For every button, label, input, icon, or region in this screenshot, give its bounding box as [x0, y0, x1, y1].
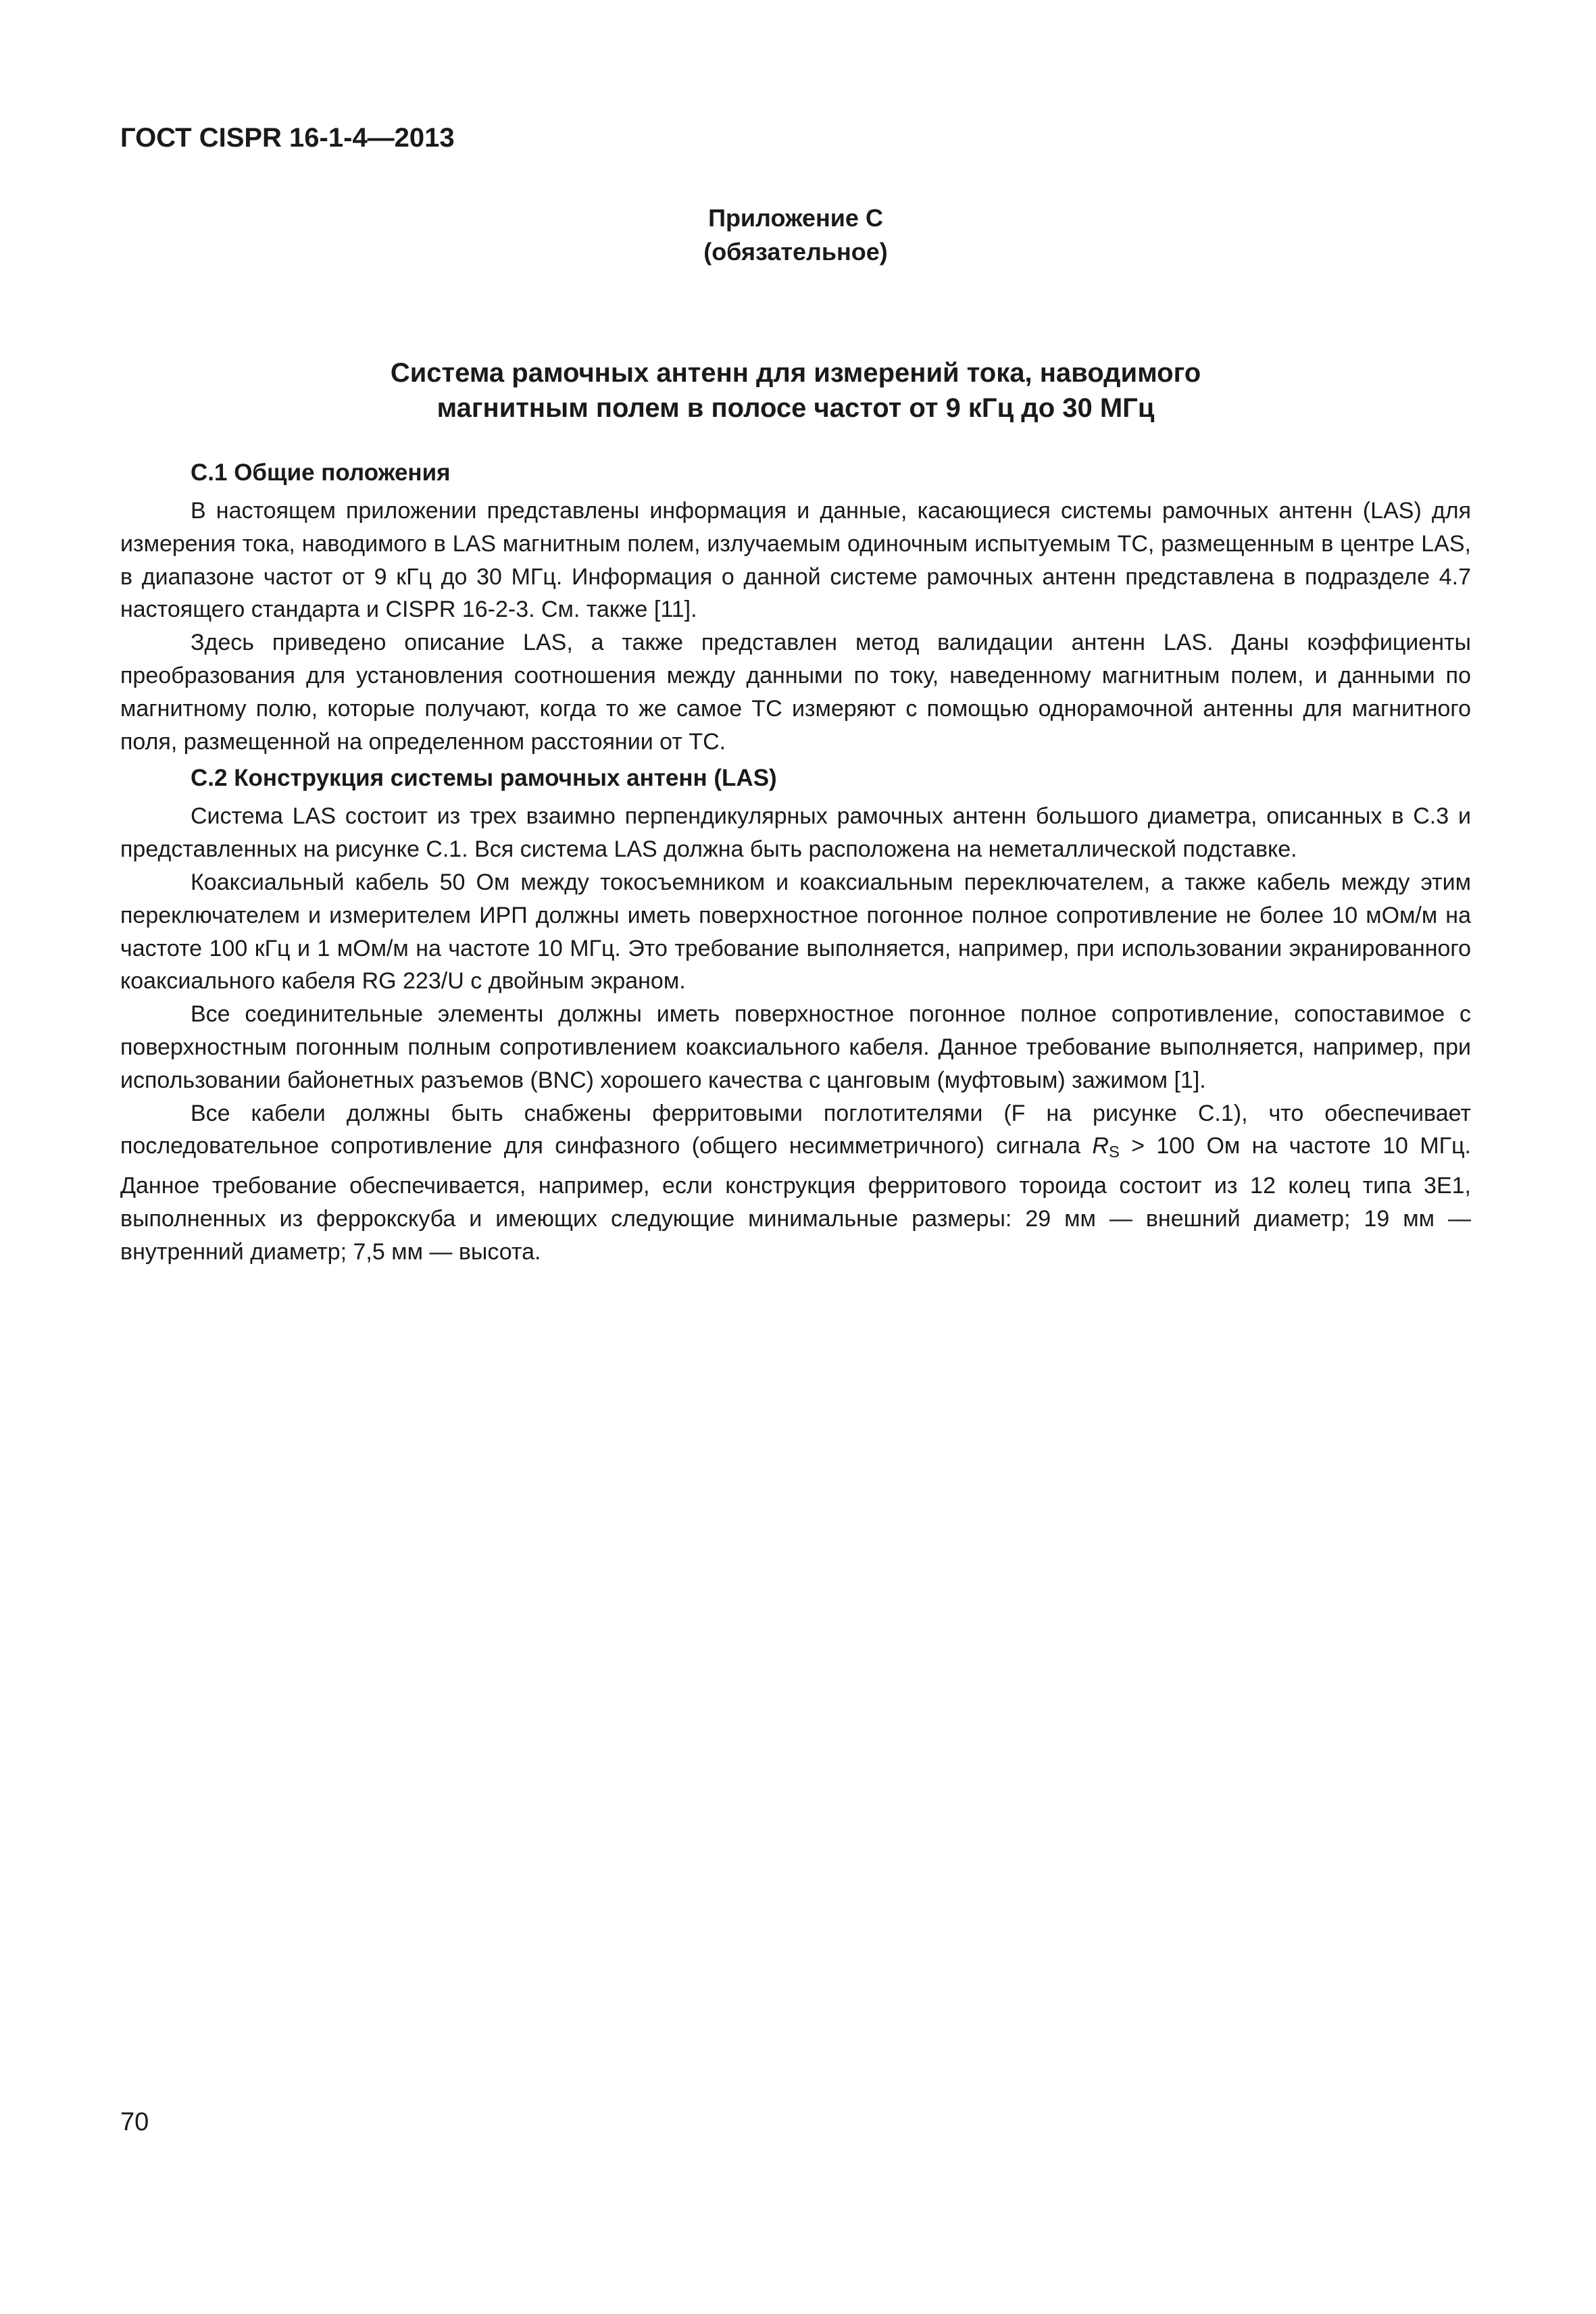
text-run: Все кабели должны быть снабжены ферритовыми поглотителями (F на рисунке С.1), что обеспечивает последовательное сопротивление для синфазного (общего несимметричного) сигнала: [120, 1100, 1471, 1159]
page-number: 70: [120, 2108, 149, 2136]
title-line-1: Система рамочных антенн для измерений тока, наводимого: [390, 358, 1201, 388]
document-body: [120, 457, 1471, 1268]
paragraph: Система LAS состоит из трех взаимно перпендикулярных рамочных антенн большого диаметра, описанных в С.3 и представленных на рисунке С.1. Вся система LAS должна быть расположена на неметаллической подставке.: [120, 803, 1471, 863]
appendix-title: [120, 355, 1471, 426]
appendix-heading: [120, 201, 1471, 269]
paragraph: Все соединительные элементы должны иметь поверхностное погонное полное сопротивление, сопоставимое с поверхностным погонным полным сопротивлением коаксиального кабеля. Данное требование выполняется, например, при использовании байонетных разъемов (BNC) хорошего качества с цанговым (муфтовым) зажимом [1].: [120, 1001, 1471, 1093]
appendix-status: (обязательное): [703, 238, 888, 266]
title-line-2: магнитным полем в полосе частот от 9 кГц до 30 МГц: [437, 393, 1155, 423]
text-run: > 100 Ом на частоте 10 МГц. Данное требование обеспечивается, например, если конструкция ферритового тороида состоит из 12 колец типа 3Е1, выполненных из феррокскуба и имеющих следующие минимальные размеры: 29 мм — внешний диаметр; 19 мм — внутренний диаметр; 7,5 мм — высота.: [120, 1133, 1471, 1265]
resistance-symbol: R: [1092, 1133, 1109, 1159]
paragraph: Коаксиальный кабель 50 Ом между токосъемником и коаксиальным переключателем, а также кабель между этим переключателем и измерителем ИРП должны иметь поверхностное погонное полное сопротивление не более 10 мОм/м на частоте 100 кГц и 1 мОм/м на частоте 10 МГц. Это требование выполняется, например, при использовании экранированного коаксиального кабеля RG 223/U с двойным экраном.: [120, 869, 1471, 995]
section-heading: С.1 Общие положения: [191, 459, 451, 486]
document-header: ГОСТ CISPR 16-1-4—2013: [120, 123, 455, 153]
paragraph: Здесь приведено описание LAS, а также представлен метод валидации антенн LAS. Даны коэффициенты преобразования для установления соотношения между данными по току, наведенному магнитным полем, и данными по магнитному полю, которые получают, когда то же самое ТС измеряют с помощью однорамочной антенны для магнитного поля, размещенной на определенном расстоянии от ТС.: [120, 630, 1471, 755]
appendix-label: Приложение С: [708, 204, 883, 232]
resistance-subscript: S: [1108, 1143, 1120, 1162]
section-heading: С.2 Конструкция системы рамочных антенн (LAS): [191, 765, 777, 792]
paragraph: В настоящем приложении представлены информация и данные, касающиеся системы рамочных антенн (LAS) для измерения тока, наводимого в LAS магнитным полем, излучаемым одиночным испытуемым ТС, размещенным в центре LAS, в диапазоне частот от 9 кГц до 30 МГц. Информация о данной системе рамочных антенн представлена в подразделе 4.7 настоящего стандарта и CISPR 16-2-3. См. также [11].: [120, 498, 1471, 623]
paragraph-ferrite: [120, 1097, 1471, 1269]
